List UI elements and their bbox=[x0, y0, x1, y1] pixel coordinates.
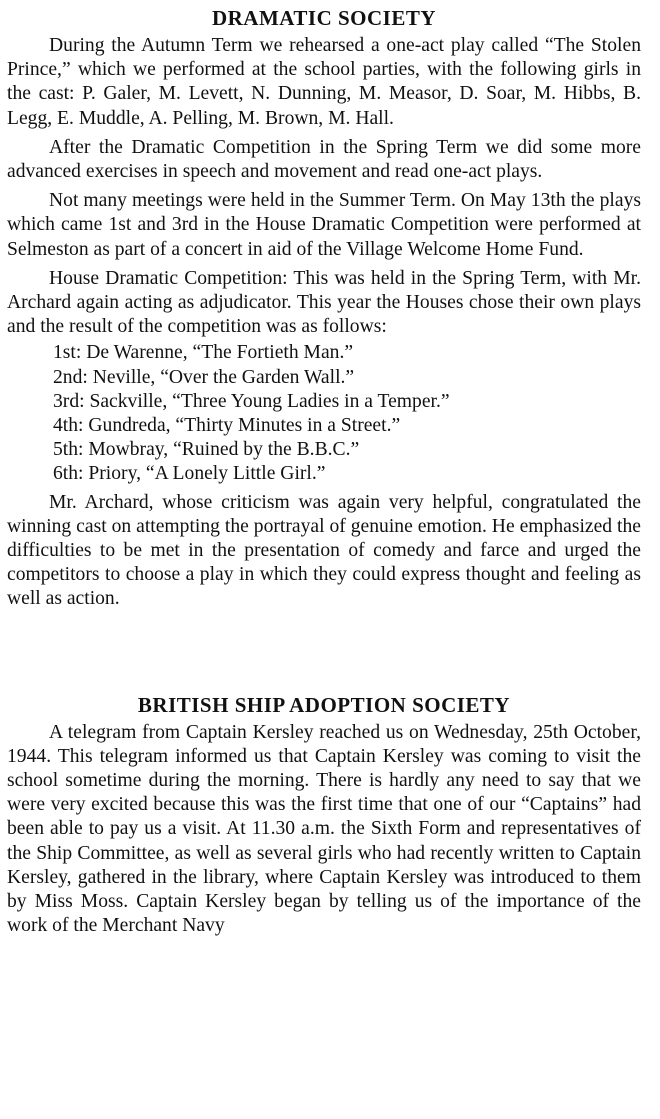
dramatic-society-section bbox=[7, 3, 641, 612]
result-item: 6th: Priory, “A Lonely Little Girl.” bbox=[53, 463, 326, 485]
adjudicator-paragraph: Mr. Archard, whose criticism was again very helpful, congratulated the winning cast on attempting the portrayal of genuine emotion. He emphasized the difficulties to be met in the presentation of comedy and farce and urged the competitors to choose a play in which they could express thought and feeling as well as action. bbox=[7, 491, 641, 610]
result-item: 4th: Gundreda, “Thirty Minutes in a Street.” bbox=[53, 415, 401, 437]
dramatic-society-heading: DRAMATIC SOCIETY bbox=[211, 6, 437, 30]
telegram-paragraph: A telegram from Captain Kersley reached us on Wednesday, 25th October, 1944. This telegram informed us that Captain Kersley was coming to visit the school sometime during the morning. There is hardly any need to say that we were very excited because this was the first time that one of our “Captains” had been able to pay us a visit. At 11.30 a.m. the Sixth Form and representatives of the Ship Committee, as well as several girls who had recently written to Captain Kersley, gathered in the library, where Captain Kersley was introduced to them by Miss Moss. Captain Kersley began by telling us of the importance of the work of the Merchant Navy bbox=[7, 721, 641, 937]
autumn-term-paragraph: During the Autumn Term we rehearsed a one-act play called “The Stolen Prince,” which we performed at the school parties, with the following girls in the cast: P. Galer, M. Levett, N. Dunning, M. Measor, D. Soar, M. Hibbs, B. Legg, E. Muddle, A. Pelling, M. Brown, M. Hall. bbox=[7, 35, 641, 129]
result-item: 2nd: Neville, “Over the Garden Wall.” bbox=[53, 366, 355, 388]
ship-adoption-section bbox=[7, 690, 641, 939]
house-competition-paragraph: House Dramatic Competition: This was held in the Spring Term, with Mr. Archard again acting as adjudicator. This year the Houses chose their own plays and the result of the competition was as follows: bbox=[7, 267, 641, 338]
ship-adoption-heading: BRITISH SHIP ADOPTION SOCIETY bbox=[137, 692, 511, 717]
result-item: 1st: De Warenne, “The Fortieth Man.” bbox=[53, 342, 354, 364]
spring-term-paragraph: After the Dramatic Competition in the Spring Term we did some more advanced exercises in speech and movement and read one-act plays. bbox=[7, 136, 641, 183]
result-item: 3rd: Sackville, “Three Young Ladies in a Temper.” bbox=[53, 390, 450, 412]
competition-results-list bbox=[7, 341, 641, 486]
document-page bbox=[7, 0, 641, 939]
result-item: 5th: Mowbray, “Ruined by the B.B.C.” bbox=[53, 439, 360, 461]
summer-term-paragraph: Not many meetings were held in the Summer Term. On May 13th the plays which came 1st and 3rd in the House Dramatic Competition were performed at Selmeston as part of a concert in aid of the Village Welcome Home Fund. bbox=[7, 190, 641, 260]
